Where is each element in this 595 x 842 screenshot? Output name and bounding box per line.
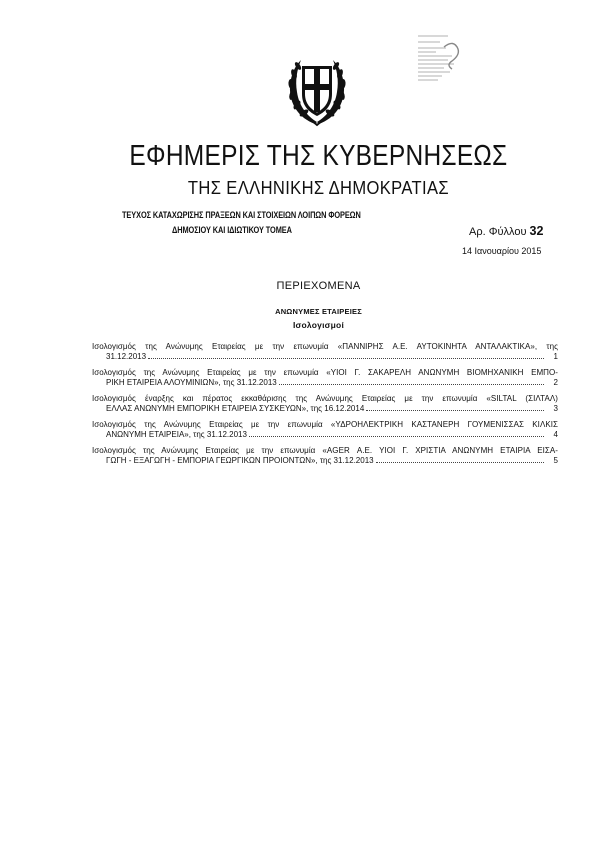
toc-entry-text-cont: 31.12.2013 <box>106 352 147 361</box>
issue-number <box>469 224 543 238</box>
toc-entry[interactable] <box>92 420 558 440</box>
toc-entry-text-cont: ΑΝΩΝΥΜΗ ΕΤΑΙΡΕΙΑ», της 31.12.2013 <box>106 430 247 439</box>
leader-dots <box>249 435 544 437</box>
toc-entry[interactable] <box>92 368 558 388</box>
toc-page-number: 4 <box>553 430 558 439</box>
toc-entry-text: Ισολογισμός της Ανώνυμης Εταιρείας με την επωνυμία «ΥΔΡΟΗΛΕΚΤΡΙΚΗ ΚΑΣΤΑΝΕΡΗ ΓΟΥΜΕΝΙΣΣΑΣ ΚΙΛΚΙΣ <box>92 420 558 429</box>
toc-entry[interactable] <box>92 446 558 466</box>
toc-entry-text: Ισολογισμός της Ανώνυμης Εταιρείας με την επωνυμία «ΠΑΝΝΙΡΗΣ Α.Ε. ΑΥΤΟΚΙΝΗΤΑ ΑΝΤΑΛΑΚΤΙΚΑ», της <box>92 342 558 351</box>
toc-page-number: 2 <box>553 378 558 387</box>
signature-stamp-icon <box>418 33 466 93</box>
section-heading: ΑΝΩΝΥΜΕΣ ΕΤΑΙΡΕΙΕΣ <box>275 307 362 316</box>
leader-dots <box>376 461 544 463</box>
series-title-line2: ΔΗΜΟΣΙΟΥ ΚΑΙ ΙΔΙΩΤΙΚΟΥ ΤΟΜΕΑ <box>172 225 292 235</box>
issue-label: Αρ. Φύλλου <box>469 226 527 238</box>
toc-entry-text: Ισολογισμός της Ανώνυμης Εταιρείας με την επωνυμία «ΥΙΟΙ Γ. ΣΑΚΑΡΕΛΗ ΑΝΩΝΥΜΗ ΒΙΟΜΗΧΑΝΙΚΗ ΕΜΠΟ- <box>92 368 558 377</box>
subsection-heading: Ισολογισμοί <box>292 320 345 330</box>
table-of-contents <box>92 342 558 472</box>
toc-entry-text-cont: ΡΙΚΗ ΕΤΑΙΡΕΙΑ ΑΛΟΥΜΙΝΙΩΝ», της 31.12.2013 <box>106 378 277 387</box>
leader-dots <box>279 383 544 385</box>
series-title-line1: ΤΕΥΧΟΣ ΚΑΤΑΧΩΡΙΣΗΣ ΠΡΑΞΕΩΝ ΚΑΙ ΣΤΟΙΧΕΙΩΝ ΛΟΙΠΩΝ ΦΟΡΕΩΝ <box>122 210 361 220</box>
toc-entry-text: Ισολογισμός της Ανώνυμης Εταιρείας με την επωνυμία «AGER Α.Ε. ΥΙΟΙ Γ. ΧΡΙΣΤΙΑ ΑΝΩΝΥΜΗ ΕΤΑΙΡΙΑ ΕΙΣΑ- <box>92 446 558 455</box>
greek-coat-of-arms-icon <box>285 52 349 128</box>
issue-number-value: 32 <box>529 224 544 238</box>
toc-page-number: 5 <box>553 456 558 465</box>
toc-entry[interactable] <box>92 342 558 362</box>
toc-entry-text-cont: ΓΩΓΗ - ΕΞΑΓΩΓΗ - ΕΜΠΟΡΙΑ ΓΕΩΡΓΙΚΩΝ ΠΡΟΙΟΝΤΩΝ», της 31.12.2013 <box>106 456 374 465</box>
gazette-subtitle: ΤΗΣ ΕΛΛΗΝΙΚΗΣ ΔΗΜΟΚΡΑΤΙΑΣ <box>187 178 450 198</box>
toc-page-number: 3 <box>553 404 558 413</box>
toc-entry-text: Ισολογισμός έναρξης και πέρατος εκκαθάρισης της Ανώνυμης Εταιρείας με την επωνυμία «SILTAL (ΣΙΛΤΑΛ) <box>92 394 558 403</box>
gazette-title: ΕΦΗΜΕΡΙΣ ΤΗΣ ΚΥΒΕΡΝΗΣΕΩΣ <box>129 140 508 172</box>
leader-dots <box>366 409 544 411</box>
issue-date: 14 Ιανουαρίου 2015 <box>462 246 542 256</box>
toc-entry-text-cont: ΕΛΛΑΣ ΑΝΩΝΥΜΗ ΕΜΠΟΡΙΚΗ ΕΤΑΙΡΕΙΑ ΣΥΣΚΕΥΩΝ», της 16.12.2014 <box>106 404 365 413</box>
contents-heading: ΠΕΡΙΕΧΟΜΕΝΑ <box>276 280 361 292</box>
toc-entry[interactable] <box>92 394 558 414</box>
leader-dots <box>148 357 544 359</box>
toc-page-number: 1 <box>553 352 558 361</box>
